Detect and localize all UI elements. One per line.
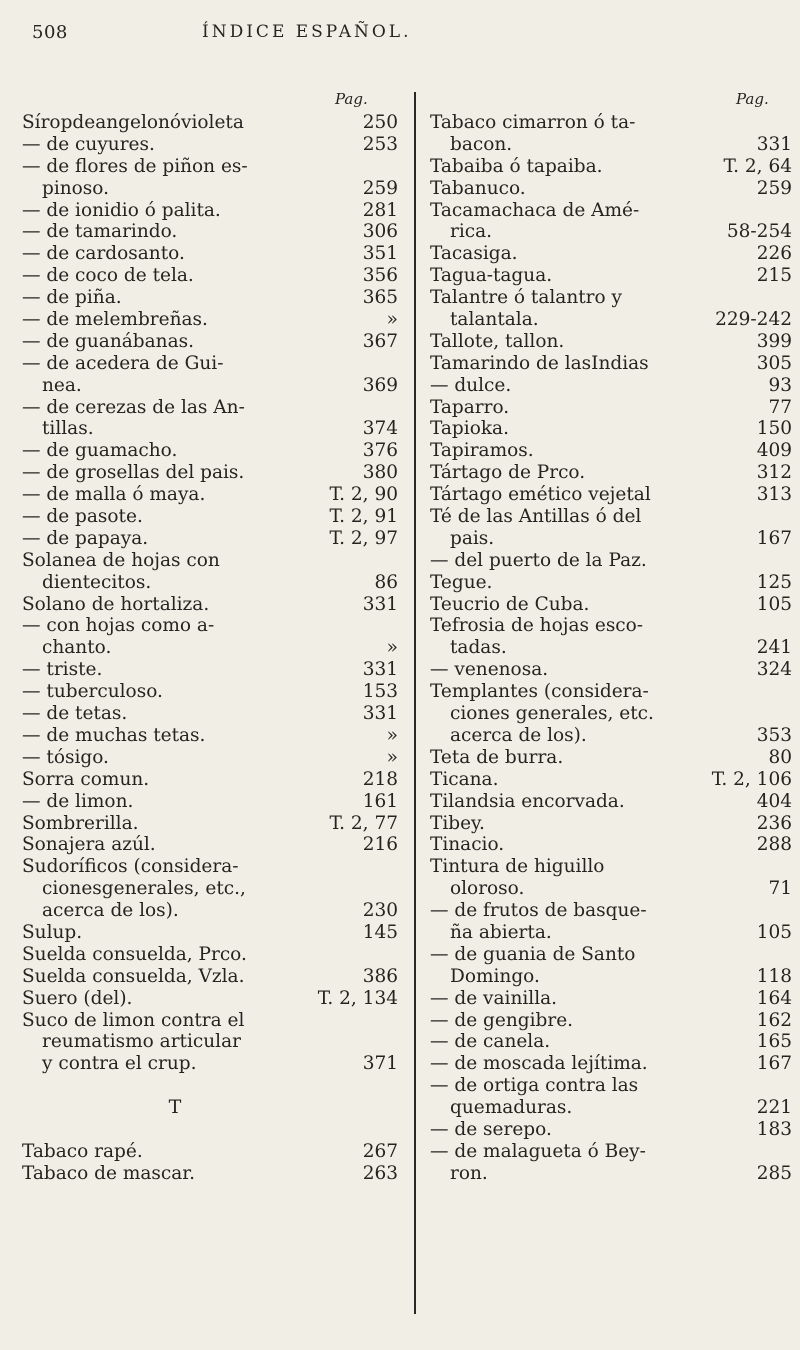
entry-term: Tabanuco. [430,177,526,199]
index-entry [22,1053,398,1075]
entry-term: oloroso. [450,878,525,900]
entry-page: 58-254 [726,221,792,243]
index-entry [22,572,398,594]
entry-term: y contra el crup. [42,1053,197,1075]
entry-term: pais. [450,527,495,549]
entry-page: 167 [756,1053,792,1075]
entry-term: — de serepo. [430,1118,552,1140]
entry-term: — venenosa. [430,659,549,681]
index-entry [430,200,792,222]
index-entry [430,265,792,287]
entry-term: — de cardosanto. [22,243,185,265]
index-entry [22,506,398,528]
entry-page: 399 [756,330,792,352]
entry-term: Tabaiba ó tapaiba. [430,155,603,177]
entry-page: 125 [756,571,792,593]
entry-term: — de papaya. [22,527,149,549]
index-entry [430,418,792,440]
entry-page: 371 [362,1053,398,1075]
entry-page: 369 [362,374,398,396]
index-entry [22,397,398,419]
entry-page: 226 [756,243,792,265]
entry-term: — de guanábanas. [22,330,194,352]
index-entry [430,856,792,878]
index-entry [22,1163,398,1185]
entry-page: 161 [362,790,398,812]
entry-term: reumatismo articular [42,1031,241,1053]
entry-page: 221 [756,1097,792,1119]
entry-term: Tinacio. [430,834,505,856]
entry-page: 259 [362,177,398,199]
index-column-left [22,112,398,1185]
index-entry [22,550,398,572]
entry-page: 386 [362,965,398,987]
index-entry [22,178,398,200]
index-entry [430,922,792,944]
entry-term: — de frutos de basque- [430,900,647,922]
index-entry [430,747,792,769]
entry-term: acerca de los). [42,900,179,922]
index-entry [22,769,398,791]
index-entry [430,659,792,681]
index-entry [430,1075,792,1097]
index-entry [22,375,398,397]
entry-page: 86 [374,571,398,593]
entry-term: bacon. [450,133,513,155]
entry-term: — de piña. [22,287,122,309]
index-entry [430,1053,792,1075]
entry-page: 165 [756,1031,792,1053]
entry-page: T. 2, 91 [329,506,398,528]
index-entry [430,1119,792,1141]
index-entry [22,1141,398,1163]
entry-page: 218 [362,768,398,790]
entry-term: Solano de hortaliza. [22,593,210,615]
entry-term: acerca de los). [450,724,587,746]
entry-page: T. 2, 90 [329,484,398,506]
index-entry [22,134,398,156]
entry-term: Síropdeangelonóvioleta [22,112,244,133]
entry-term: Suero (del). [22,987,133,1009]
index-entry [430,813,792,835]
entry-term: — de malla ó maya. [22,484,206,506]
entry-term: Tabaco cimarron ó ta- [430,112,636,133]
entry-term: Tilandsia encorvada. [430,790,625,812]
entry-page: 71 [768,878,792,900]
entry-term: pinoso. [42,177,109,199]
entry-page: 331 [362,593,398,615]
index-entry [430,506,792,528]
index-entry [430,484,792,506]
index-entry [22,309,398,331]
index-entry [430,221,792,243]
index-entry [430,703,792,725]
entry-term: Sonajera azúl. [22,834,156,856]
index-entry [430,944,792,966]
entry-term: rica. [450,221,493,243]
index-entry [22,703,398,725]
page-header [0,18,800,48]
entry-page: 356 [362,265,398,287]
entry-term: Templantes (considera- [430,681,649,703]
index-entry [22,528,398,550]
entry-term: Teta de burra. [430,746,564,768]
entry-term: — de guania de Santo [430,943,636,965]
entry-page: 380 [362,462,398,484]
entry-term: Tabaco rapé. [22,1140,143,1162]
entry-page: 93 [768,374,792,396]
entry-term: Té de las Antillas ó del [430,506,642,528]
entry-page: T. 2, 97 [329,527,398,549]
index-entry [430,725,792,747]
index-entry [22,637,398,659]
entry-term: Tibey. [430,812,485,834]
index-entry [22,112,398,134]
index-entry [430,988,792,1010]
entry-page: T. 2, 77 [329,812,398,834]
entry-term: — de acedera de Gui- [22,352,224,374]
entry-term: — de cerezas de las An- [22,396,245,418]
entry-page: 281 [362,199,398,221]
index-entry [430,309,792,331]
entry-term: — de moscada lejítima. [430,1053,648,1075]
entry-page: 167 [756,527,792,549]
entry-term: — de tamarindo. [22,221,178,243]
entry-page: 409 [756,440,792,462]
entry-term: — de flores de piñon es- [22,155,248,177]
entry-page: 215 [756,265,792,287]
entry-term: Tegue. [430,571,493,593]
index-entry [22,418,398,440]
entry-page: 374 [362,418,398,440]
entry-term: talantala. [450,309,539,331]
entry-term: tadas. [450,637,507,659]
entry-page: T. 2, 106 [711,768,792,790]
index-entry [430,769,792,791]
entry-page: 259 [756,177,792,199]
entry-page: T. 2, 64 [723,155,792,177]
index-entry [22,1031,398,1053]
entry-term: Tártago de Prco. [430,462,586,484]
entry-page: 404 [756,790,792,812]
index-entry [430,1163,792,1185]
entry-term: Talantre ó talantro y [430,287,622,309]
entry-term: — de grosellas del pais. [22,462,245,484]
entry-page: 236 [756,812,792,834]
entry-term: Solanea de hojas con [22,549,220,571]
index-entry [430,550,792,572]
entry-page: 253 [362,133,398,155]
index-entry [430,440,792,462]
entry-term: — de pasote. [22,506,143,528]
entry-page: 105 [756,593,792,615]
entry-page: 353 [756,724,792,746]
index-entry [22,856,398,878]
pag-label-left: Pag. [335,90,368,108]
entry-page: 250 [362,112,398,133]
entry-page: 376 [362,440,398,462]
entry-term: ron. [450,1162,488,1184]
index-entry [430,331,792,353]
entry-term: Suelda consuelda, Vzla. [22,965,245,987]
index-entry [430,681,792,703]
entry-term: — de muchas tetas. [22,724,206,746]
index-entry [430,594,792,616]
entry-page: 118 [756,965,792,987]
index-entry [430,878,792,900]
index-entry [22,156,398,178]
index-entry [430,615,792,637]
index-entry [430,528,792,550]
entry-term: tillas. [42,418,94,440]
index-entry [430,572,792,594]
entry-page: 305 [756,352,792,374]
page-number: 508 [32,22,68,43]
entry-page: T. 2, 134 [317,987,398,1009]
entry-page: » [386,309,398,331]
index-entry [22,944,398,966]
entry-term: — de ionidio ó palita. [22,199,221,221]
entry-page: 150 [756,418,792,440]
index-entry [22,353,398,375]
index-entry [22,615,398,637]
entry-term: Tintura de higuillo [430,856,605,878]
index-entry [22,331,398,353]
index-entry [430,1010,792,1032]
running-head: ÍNDICE ESPAÑOL. [202,22,412,42]
index-entry [430,243,792,265]
entry-page: 306 [362,221,398,243]
entry-term: Tártago emético vejetal [430,484,651,506]
pag-label-right: Pag. [736,90,769,108]
entry-term: Tapioka. [430,418,509,440]
index-entry [22,922,398,944]
entry-term: ciones generales, etc. [450,703,654,725]
entry-term: Tacasiga. [430,243,518,265]
index-entry [22,878,398,900]
entry-page: 312 [756,462,792,484]
entry-term: — de melembreñas. [22,309,208,331]
entry-term: — tósigo. [22,746,109,768]
entry-term: — con hojas como a- [22,615,215,637]
index-entry [430,287,792,309]
index-entry [22,966,398,988]
entry-page: 324 [756,659,792,681]
index-entry [430,375,792,397]
entry-term: Tagua-tagua. [430,265,553,287]
entry-page: » [386,637,398,659]
entry-term: — tuberculoso. [22,681,163,703]
entry-term: Taparro. [430,396,510,418]
index-entry [430,462,792,484]
entry-term: cionesgenerales, etc., [42,878,246,900]
entry-term: — del puerto de la Paz. [430,549,647,571]
entry-page: 365 [362,287,398,309]
index-entry [22,725,398,747]
index-entry [430,1031,792,1053]
entry-term: dientecitos. [42,571,152,593]
index-entry [22,659,398,681]
entry-term: Tamarindo de lasIndias [430,352,649,374]
index-entry [22,440,398,462]
index-entry [430,112,792,134]
entry-term: Sulup. [22,921,83,943]
index-entry [22,900,398,922]
column-divider [414,92,416,1314]
index-entry [22,988,398,1010]
index-entry [22,747,398,769]
entry-term: — triste. [22,659,103,681]
index-entry [430,178,792,200]
index-entry [22,243,398,265]
index-entry [430,637,792,659]
entry-term: — de limon. [22,790,134,812]
entry-page: 351 [362,243,398,265]
index-entry [430,966,792,988]
index-entry [430,1097,792,1119]
index-entry [430,900,792,922]
entry-page: 313 [756,484,792,506]
entry-term: Suelda consuelda, Prco. [22,943,247,965]
entry-page: 145 [362,921,398,943]
index-entry [430,1141,792,1163]
entry-page: » [386,724,398,746]
entry-page: 267 [362,1140,398,1162]
index-entry [430,134,792,156]
entry-page: 80 [768,746,792,768]
entry-term: Ticana. [430,768,499,790]
entry-page: 153 [362,681,398,703]
entry-term: nea. [42,374,82,396]
entry-term: Tabaco de mascar. [22,1162,196,1184]
entry-page: 77 [768,396,792,418]
entry-page: 331 [362,703,398,725]
index-entry [22,681,398,703]
entry-page: 230 [362,900,398,922]
index-entry [430,834,792,856]
entry-page: 241 [756,637,792,659]
entry-term: Domingo. [450,965,540,987]
entry-term: — de gengibre. [430,1009,574,1031]
entry-term: Teucrio de Cuba. [430,593,590,615]
index-entry [22,484,398,506]
entry-term: — de canela. [430,1031,551,1053]
index-entry [430,397,792,419]
entry-page: 331 [756,133,792,155]
entry-term: — de guamacho. [22,440,178,462]
entry-term: — de tetas. [22,703,128,725]
entry-page: 162 [756,1009,792,1031]
index-entry [430,791,792,813]
entry-term: Tacamachaca de Amé- [430,199,640,221]
entry-term: — de coco de tela. [22,265,194,287]
index-entry [22,265,398,287]
section-letter: T [168,1096,182,1119]
entry-term: Sudoríficos (considera- [22,856,239,878]
entry-page: 263 [362,1162,398,1184]
entry-term: Sorra comun. [22,768,150,790]
index-entry [430,156,792,178]
entry-term: — de cuyures. [22,133,155,155]
entry-term: Sombrerilla. [22,812,139,834]
entry-term: Tallote, tallon. [430,330,565,352]
index-entry [22,791,398,813]
entry-term: quemaduras. [450,1097,573,1119]
entry-term: Tapiramos. [430,440,534,462]
entry-page: 367 [362,330,398,352]
entry-term: — de malagueta ó Bey- [430,1140,646,1162]
entry-page: 331 [362,659,398,681]
entry-page: 229-242 [715,309,792,331]
index-entry [430,353,792,375]
index-entry [22,813,398,835]
index-entry [22,594,398,616]
entry-page: 164 [756,987,792,1009]
entry-term: — dulce. [430,374,512,396]
entry-page: 183 [756,1118,792,1140]
entry-page: 216 [362,834,398,856]
index-entry [22,834,398,856]
index-entry [22,200,398,222]
entry-page: 288 [756,834,792,856]
index-entry [22,221,398,243]
entry-term: — de ortiga contra las [430,1075,639,1097]
entry-term: — de vainilla. [430,987,558,1009]
index-column-right [430,112,792,1185]
index-entry [22,287,398,309]
index-entry [22,462,398,484]
entry-page: » [386,746,398,768]
entry-term: chanto. [42,637,112,659]
index-entry [22,1010,398,1032]
entry-term: ña abierta. [450,921,552,943]
entry-term: Suco de limon contra el [22,1009,245,1031]
entry-term: Tefrosia de hojas esco- [430,615,644,637]
entry-page: 285 [756,1162,792,1184]
entry-page: 105 [756,921,792,943]
